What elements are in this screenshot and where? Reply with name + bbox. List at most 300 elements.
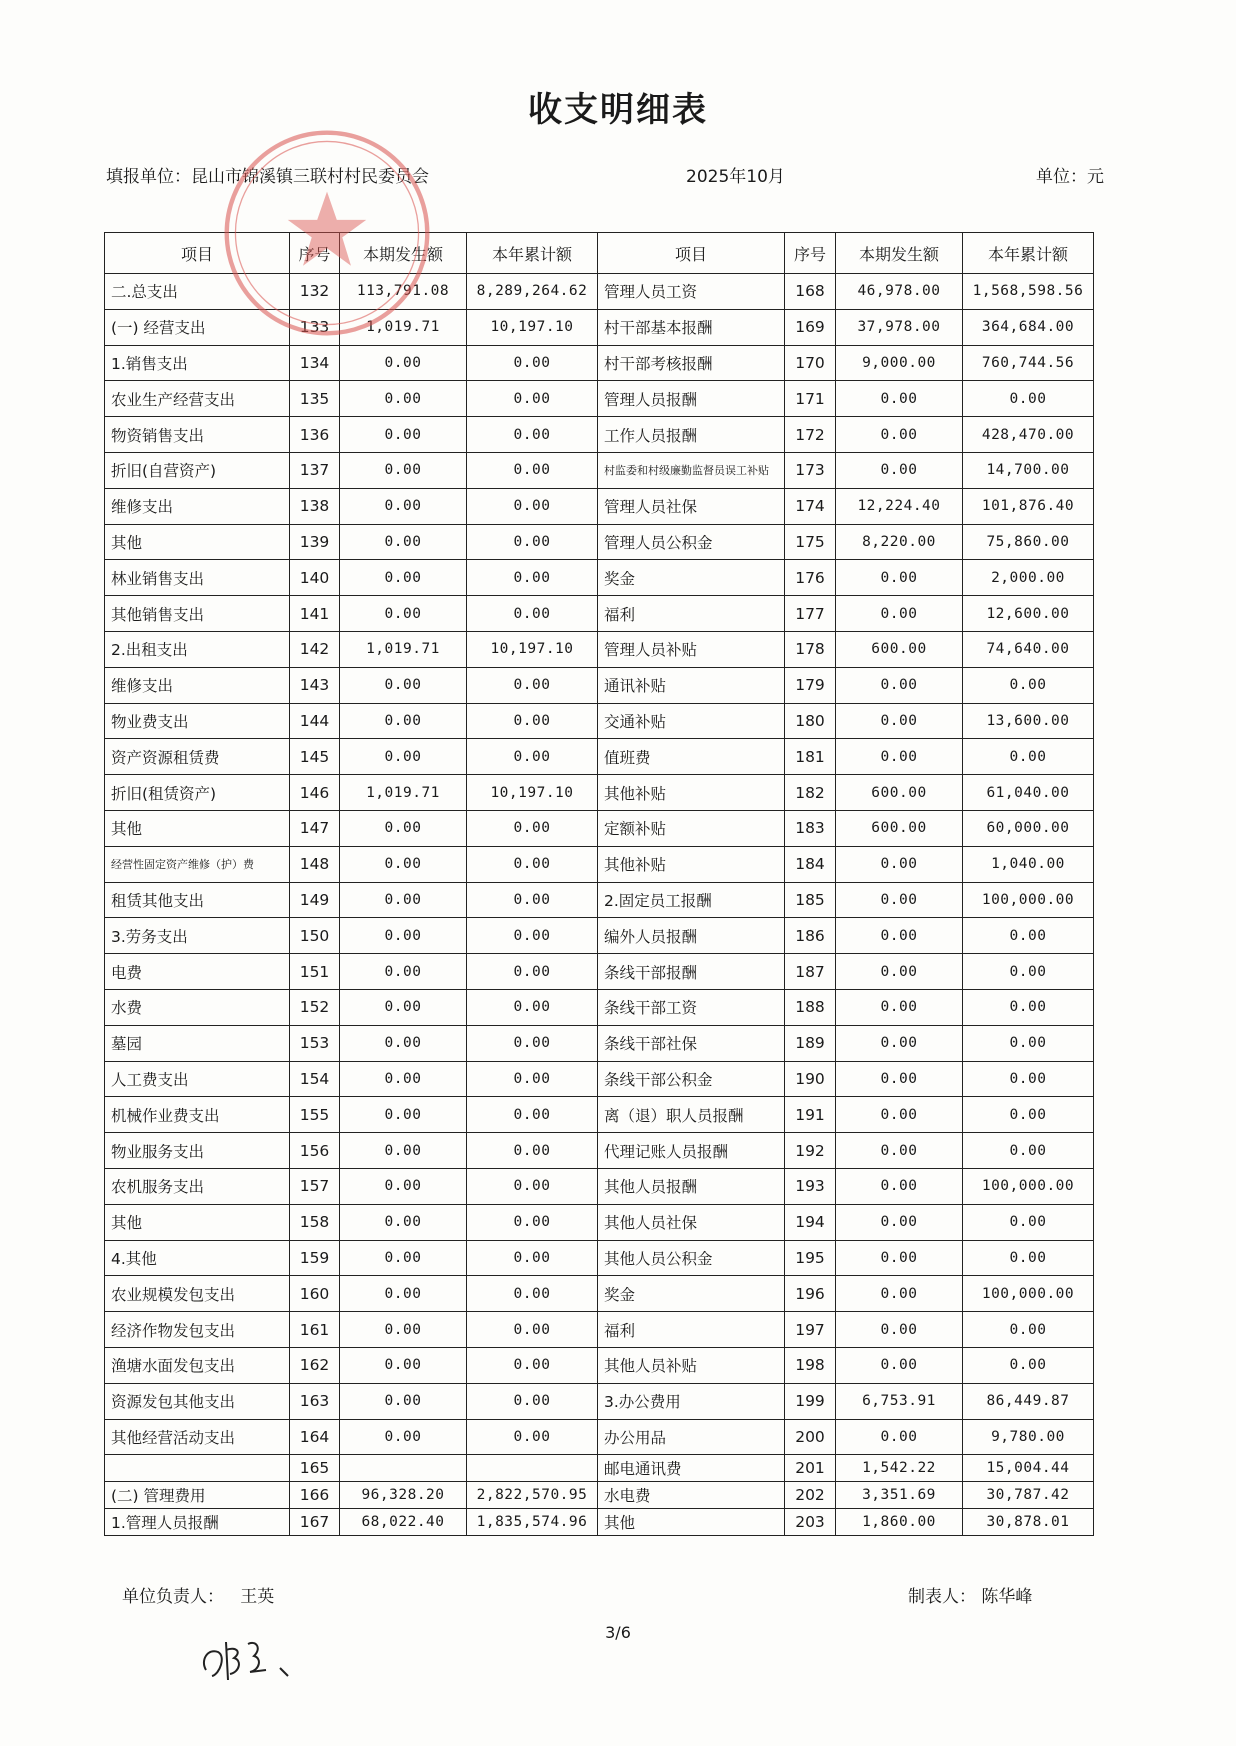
row-item-left: 物资销售支出 xyxy=(105,417,290,453)
row-current-left: 0.00 xyxy=(340,1240,467,1276)
row-seq-left: 132 xyxy=(290,274,340,310)
row-current-right: 0.00 xyxy=(836,1312,963,1348)
row-item-right: 福利 xyxy=(598,1312,785,1348)
row-ytd-left: 0.00 xyxy=(467,596,598,632)
row-item-left: 其他 xyxy=(105,1204,290,1240)
row-current-right: 0.00 xyxy=(836,1347,963,1383)
table-row xyxy=(105,1347,1094,1383)
page-title: 收支明细表 xyxy=(528,90,708,130)
row-seq-left: 147 xyxy=(290,810,340,846)
row-ytd-right: 0.00 xyxy=(963,667,1094,703)
table-row xyxy=(105,1419,1094,1455)
row-current-left: 0.00 xyxy=(340,989,467,1025)
row-seq-right: 194 xyxy=(785,1204,836,1240)
row-ytd-right: 0.00 xyxy=(963,989,1094,1025)
row-current-left: 0.00 xyxy=(340,1061,467,1097)
row-current-left: 0.00 xyxy=(340,452,467,488)
col-header-seq-right: 序号 xyxy=(785,233,836,274)
table-row xyxy=(105,631,1094,667)
row-item-left: 农业规模发包支出 xyxy=(105,1276,290,1312)
row-current-right: 0.00 xyxy=(836,1168,963,1204)
table-row xyxy=(105,274,1094,310)
row-current-left: 0.00 xyxy=(340,1347,467,1383)
row-item-right: 3.办公费用 xyxy=(598,1383,785,1419)
row-ytd-right: 30,787.42 xyxy=(963,1482,1094,1509)
col-header-ytd-left: 本年累计额 xyxy=(467,233,598,274)
row-item-left: 农机服务支出 xyxy=(105,1168,290,1204)
col-header-seq-left: 序号 xyxy=(290,233,340,274)
row-ytd-right: 0.00 xyxy=(963,1204,1094,1240)
row-seq-right: 176 xyxy=(785,560,836,596)
row-ytd-right: 86,449.87 xyxy=(963,1383,1094,1419)
unit-head-label: 单位负责人： xyxy=(122,1587,224,1607)
row-current-right: 0.00 xyxy=(836,1419,963,1455)
row-item-right: 管理人员补贴 xyxy=(598,631,785,667)
row-item-right: 编外人员报酬 xyxy=(598,918,785,954)
row-current-left: 0.00 xyxy=(340,739,467,775)
row-seq-left: 143 xyxy=(290,667,340,703)
row-current-right: 8,220.00 xyxy=(836,524,963,560)
row-current-right: 0.00 xyxy=(836,1204,963,1240)
row-ytd-left: 0.00 xyxy=(467,381,598,417)
currency-unit: 单位：元 xyxy=(1036,167,1104,187)
row-ytd-left: 1,835,574.96 xyxy=(467,1509,598,1536)
row-item-left: 4.其他 xyxy=(105,1240,290,1276)
row-ytd-right: 1,568,598.56 xyxy=(963,274,1094,310)
row-ytd-left: 0.00 xyxy=(467,452,598,488)
row-seq-right: 170 xyxy=(785,345,836,381)
row-item-right: 村监委和村级廉勤监督员误工补贴 xyxy=(598,452,785,488)
row-seq-left: 155 xyxy=(290,1097,340,1133)
table-row xyxy=(105,775,1094,811)
table-row xyxy=(105,1383,1094,1419)
row-current-right: 0.00 xyxy=(836,1097,963,1133)
row-current-left: 0.00 xyxy=(340,667,467,703)
row-ytd-right: 0.00 xyxy=(963,954,1094,990)
table-row xyxy=(105,1133,1094,1169)
row-current-right: 6,753.91 xyxy=(836,1383,963,1419)
row-current-left: 0.00 xyxy=(340,1025,467,1061)
row-current-left: 0.00 xyxy=(340,1133,467,1169)
row-ytd-right: 14,700.00 xyxy=(963,452,1094,488)
row-ytd-left: 0.00 xyxy=(467,1025,598,1061)
row-seq-right: 174 xyxy=(785,488,836,524)
row-ytd-left: 0.00 xyxy=(467,739,598,775)
table-row xyxy=(105,309,1094,345)
row-ytd-right: 428,470.00 xyxy=(963,417,1094,453)
row-item-right: 其他人员社保 xyxy=(598,1204,785,1240)
table-row xyxy=(105,1276,1094,1312)
row-item-right: 其他补贴 xyxy=(598,846,785,882)
row-item-right: 其他人员补贴 xyxy=(598,1347,785,1383)
row-ytd-left: 0.00 xyxy=(467,345,598,381)
row-item-left: 其他经营活动支出 xyxy=(105,1419,290,1455)
row-current-right: 0.00 xyxy=(836,882,963,918)
table-row xyxy=(105,882,1094,918)
row-item-right: 福利 xyxy=(598,596,785,632)
row-current-left: 0.00 xyxy=(340,1097,467,1133)
row-current-left xyxy=(340,1455,467,1482)
table-row xyxy=(105,703,1094,739)
table-row xyxy=(105,667,1094,703)
row-current-left: 0.00 xyxy=(340,345,467,381)
row-seq-left: 153 xyxy=(290,1025,340,1061)
row-seq-left: 164 xyxy=(290,1419,340,1455)
row-item-right: 管理人员社保 xyxy=(598,488,785,524)
row-seq-right: 169 xyxy=(785,309,836,345)
row-current-left: 68,022.40 xyxy=(340,1509,467,1536)
row-ytd-right: 100,000.00 xyxy=(963,1168,1094,1204)
row-seq-left: 161 xyxy=(290,1312,340,1348)
row-current-left: 0.00 xyxy=(340,596,467,632)
table-row xyxy=(105,1240,1094,1276)
row-item-left: 3.劳务支出 xyxy=(105,918,290,954)
row-ytd-right: 0.00 xyxy=(963,1312,1094,1348)
row-current-left: 0.00 xyxy=(340,703,467,739)
col-header-ytd-right: 本年累计额 xyxy=(963,233,1094,274)
row-seq-right: 181 xyxy=(785,739,836,775)
row-current-left: 0.00 xyxy=(340,810,467,846)
row-seq-left: 163 xyxy=(290,1383,340,1419)
row-ytd-right: 100,000.00 xyxy=(963,1276,1094,1312)
row-ytd-left: 10,197.10 xyxy=(467,309,598,345)
row-ytd-right: 0.00 xyxy=(963,918,1094,954)
row-item-left: 墓园 xyxy=(105,1025,290,1061)
row-item-left: 机械作业费支出 xyxy=(105,1097,290,1133)
col-header-item-left: 项目 xyxy=(105,233,290,274)
row-seq-left: 157 xyxy=(290,1168,340,1204)
row-seq-right: 197 xyxy=(785,1312,836,1348)
preparer-label: 制表人： xyxy=(908,1587,976,1607)
row-current-left: 0.00 xyxy=(340,1419,467,1455)
row-seq-left: 138 xyxy=(290,488,340,524)
table-row xyxy=(105,989,1094,1025)
row-ytd-left: 0.00 xyxy=(467,703,598,739)
row-current-left: 0.00 xyxy=(340,1312,467,1348)
row-item-right: 条线干部报酬 xyxy=(598,954,785,990)
ledger-body xyxy=(105,274,1094,1536)
row-item-right: 值班费 xyxy=(598,739,785,775)
row-current-right: 0.00 xyxy=(836,954,963,990)
row-ytd-left: 0.00 xyxy=(467,560,598,596)
row-seq-right: 180 xyxy=(785,703,836,739)
unit-head-name: 王英 xyxy=(240,1587,275,1607)
table-row xyxy=(105,488,1094,524)
header-row xyxy=(105,233,1094,274)
table-row xyxy=(105,1168,1094,1204)
row-current-left: 0.00 xyxy=(340,954,467,990)
row-seq-right: 200 xyxy=(785,1419,836,1455)
row-ytd-right: 100,000.00 xyxy=(963,882,1094,918)
row-seq-right: 195 xyxy=(785,1240,836,1276)
row-current-left: 0.00 xyxy=(340,1276,467,1312)
row-ytd-right: 30,878.01 xyxy=(963,1509,1094,1536)
row-current-right: 0.00 xyxy=(836,452,963,488)
row-ytd-right: 0.00 xyxy=(963,1133,1094,1169)
row-item-right: 管理人员工资 xyxy=(598,274,785,310)
row-ytd-left: 0.00 xyxy=(467,1312,598,1348)
row-current-left: 0.00 xyxy=(340,918,467,954)
row-ytd-left: 8,289,264.62 xyxy=(467,274,598,310)
row-seq-left: 158 xyxy=(290,1204,340,1240)
row-seq-right: 201 xyxy=(785,1455,836,1482)
row-seq-left: 152 xyxy=(290,989,340,1025)
row-seq-right: 175 xyxy=(785,524,836,560)
row-current-right: 0.00 xyxy=(836,560,963,596)
row-ytd-right: 0.00 xyxy=(963,1061,1094,1097)
row-item-right: 管理人员公积金 xyxy=(598,524,785,560)
row-seq-left: 135 xyxy=(290,381,340,417)
row-seq-right: 182 xyxy=(785,775,836,811)
row-ytd-left: 0.00 xyxy=(467,667,598,703)
row-seq-left: 133 xyxy=(290,309,340,345)
row-item-left: 人工费支出 xyxy=(105,1061,290,1097)
row-ytd-right: 74,640.00 xyxy=(963,631,1094,667)
row-seq-right: 186 xyxy=(785,918,836,954)
row-item-left: 林业销售支出 xyxy=(105,560,290,596)
table-row xyxy=(105,1509,1094,1536)
row-current-left: 0.00 xyxy=(340,381,467,417)
row-ytd-left: 0.00 xyxy=(467,1061,598,1097)
row-seq-left: 140 xyxy=(290,560,340,596)
row-item-left: 资源发包其他支出 xyxy=(105,1383,290,1419)
row-current-left: 0.00 xyxy=(340,1383,467,1419)
page-number: 3/6 xyxy=(605,1623,631,1642)
row-seq-right: 185 xyxy=(785,882,836,918)
row-current-right: 0.00 xyxy=(836,846,963,882)
row-ytd-left: 0.00 xyxy=(467,918,598,954)
row-current-right: 0.00 xyxy=(836,381,963,417)
row-ytd-right: 1,040.00 xyxy=(963,846,1094,882)
row-current-right: 0.00 xyxy=(836,918,963,954)
row-seq-left: 156 xyxy=(290,1133,340,1169)
row-current-left: 0.00 xyxy=(340,882,467,918)
row-current-left: 0.00 xyxy=(340,488,467,524)
table-row xyxy=(105,452,1094,488)
table-row xyxy=(105,381,1094,417)
row-ytd-right: 12,600.00 xyxy=(963,596,1094,632)
row-current-left: 1,019.71 xyxy=(340,775,467,811)
table-row xyxy=(105,810,1094,846)
row-item-left: 其他 xyxy=(105,810,290,846)
row-item-left: 维修支出 xyxy=(105,667,290,703)
row-seq-left: 162 xyxy=(290,1347,340,1383)
row-seq-left: 137 xyxy=(290,452,340,488)
row-ytd-right: 0.00 xyxy=(963,1240,1094,1276)
row-item-left: 其他销售支出 xyxy=(105,596,290,632)
row-current-right: 0.00 xyxy=(836,1025,963,1061)
row-ytd-left: 0.00 xyxy=(467,488,598,524)
table-row xyxy=(105,1312,1094,1348)
unit-head xyxy=(122,1582,274,1607)
row-current-right: 0.00 xyxy=(836,739,963,775)
row-seq-right: 179 xyxy=(785,667,836,703)
row-current-right: 600.00 xyxy=(836,631,963,667)
row-current-left: 0.00 xyxy=(340,846,467,882)
row-item-left: 物业服务支出 xyxy=(105,1133,290,1169)
row-item-left: 经营性固定资产维修（护）费 xyxy=(105,846,290,882)
row-ytd-right: 75,860.00 xyxy=(963,524,1094,560)
row-item-left: 水费 xyxy=(105,989,290,1025)
row-item-left xyxy=(105,1455,290,1482)
row-seq-right: 184 xyxy=(785,846,836,882)
row-ytd-left: 0.00 xyxy=(467,1133,598,1169)
row-current-left: 0.00 xyxy=(340,1168,467,1204)
row-current-left: 1,019.71 xyxy=(340,631,467,667)
row-item-right: 条线干部社保 xyxy=(598,1025,785,1061)
row-current-right: 600.00 xyxy=(836,775,963,811)
row-current-left: 0.00 xyxy=(340,417,467,453)
row-ytd-left: 0.00 xyxy=(467,1276,598,1312)
row-item-left: 二.总支出 xyxy=(105,274,290,310)
row-seq-left: 141 xyxy=(290,596,340,632)
row-ytd-left: 0.00 xyxy=(467,1204,598,1240)
row-seq-right: 171 xyxy=(785,381,836,417)
row-seq-right: 193 xyxy=(785,1168,836,1204)
row-item-left: 2.出租支出 xyxy=(105,631,290,667)
reporting-unit: 填报单位：昆山市锦溪镇三联村村民委员会 xyxy=(106,167,429,187)
row-current-right: 0.00 xyxy=(836,417,963,453)
row-ytd-left: 0.00 xyxy=(467,524,598,560)
row-item-right: 其他人员公积金 xyxy=(598,1240,785,1276)
row-seq-right: 192 xyxy=(785,1133,836,1169)
row-ytd-left: 0.00 xyxy=(467,417,598,453)
row-item-left: 租赁其他支出 xyxy=(105,882,290,918)
row-item-right: 邮电通讯费 xyxy=(598,1455,785,1482)
row-item-left: 1.销售支出 xyxy=(105,345,290,381)
row-ytd-right: 101,876.40 xyxy=(963,488,1094,524)
row-current-left: 1,019.71 xyxy=(340,309,467,345)
row-ytd-right: 13,600.00 xyxy=(963,703,1094,739)
row-item-left: 渔塘水面发包支出 xyxy=(105,1347,290,1383)
row-seq-left: 165 xyxy=(290,1455,340,1482)
row-item-right: 代理记账人员报酬 xyxy=(598,1133,785,1169)
table-row xyxy=(105,524,1094,560)
row-seq-right: 173 xyxy=(785,452,836,488)
preparer-name: 陈华峰 xyxy=(981,1587,1033,1607)
row-current-left: 96,328.20 xyxy=(340,1482,467,1509)
row-item-right: 条线干部工资 xyxy=(598,989,785,1025)
row-seq-right: 191 xyxy=(785,1097,836,1133)
row-item-left: 1.管理人员报酬 xyxy=(105,1509,290,1536)
row-ytd-right: 9,780.00 xyxy=(963,1419,1094,1455)
row-ytd-right: 60,000.00 xyxy=(963,810,1094,846)
table-row xyxy=(105,560,1094,596)
row-seq-right: 188 xyxy=(785,989,836,1025)
row-seq-right: 168 xyxy=(785,274,836,310)
row-current-right: 0.00 xyxy=(836,989,963,1025)
row-seq-right: 183 xyxy=(785,810,836,846)
row-item-left: 维修支出 xyxy=(105,488,290,524)
col-header-current-left: 本期发生额 xyxy=(340,233,467,274)
row-current-right: 1,860.00 xyxy=(836,1509,963,1536)
expense-ledger-table xyxy=(104,232,1094,1536)
row-seq-left: 154 xyxy=(290,1061,340,1097)
row-item-left: (二) 管理费用 xyxy=(105,1482,290,1509)
row-seq-right: 177 xyxy=(785,596,836,632)
row-current-right: 3,351.69 xyxy=(836,1482,963,1509)
row-item-right: 其他补贴 xyxy=(598,775,785,811)
row-ytd-right: 760,744.56 xyxy=(963,345,1094,381)
row-item-right: 2.固定员工报酬 xyxy=(598,882,785,918)
row-seq-left: 145 xyxy=(290,739,340,775)
row-current-right: 0.00 xyxy=(836,1133,963,1169)
table-row xyxy=(105,1061,1094,1097)
row-current-right: 0.00 xyxy=(836,703,963,739)
row-seq-right: 172 xyxy=(785,417,836,453)
table-row xyxy=(105,596,1094,632)
row-seq-left: 144 xyxy=(290,703,340,739)
row-item-right: 交通补贴 xyxy=(598,703,785,739)
row-item-left: 资产资源租赁费 xyxy=(105,739,290,775)
table-row xyxy=(105,1025,1094,1061)
row-item-right: 奖金 xyxy=(598,1276,785,1312)
row-ytd-left: 2,822,570.95 xyxy=(467,1482,598,1509)
row-item-left: 农业生产经营支出 xyxy=(105,381,290,417)
row-seq-right: 190 xyxy=(785,1061,836,1097)
row-ytd-left: 0.00 xyxy=(467,989,598,1025)
col-header-item-right: 项目 xyxy=(598,233,785,274)
row-ytd-right: 0.00 xyxy=(963,381,1094,417)
row-item-right: 村干部考核报酬 xyxy=(598,345,785,381)
table-row xyxy=(105,1482,1094,1509)
handwritten-signature xyxy=(196,1630,306,1686)
row-seq-left: 148 xyxy=(290,846,340,882)
row-item-left: 折旧(自营资产) xyxy=(105,452,290,488)
row-ytd-left: 10,197.10 xyxy=(467,631,598,667)
row-item-right: 通讯补贴 xyxy=(598,667,785,703)
row-ytd-right: 364,684.00 xyxy=(963,309,1094,345)
row-item-right: 水电费 xyxy=(598,1482,785,1509)
row-item-left: 物业费支出 xyxy=(105,703,290,739)
row-seq-left: 150 xyxy=(290,918,340,954)
row-seq-left: 151 xyxy=(290,954,340,990)
table-row xyxy=(105,918,1094,954)
row-item-right: 其他人员报酬 xyxy=(598,1168,785,1204)
row-ytd-left: 0.00 xyxy=(467,1347,598,1383)
row-ytd-right: 61,040.00 xyxy=(963,775,1094,811)
row-seq-right: 198 xyxy=(785,1347,836,1383)
report-period: 2025年10月 xyxy=(686,167,785,187)
table-row xyxy=(105,1097,1094,1133)
row-ytd-left: 0.00 xyxy=(467,810,598,846)
row-item-left: 其他 xyxy=(105,524,290,560)
row-ytd-right: 0.00 xyxy=(963,1025,1094,1061)
row-item-right: 离（退）职人员报酬 xyxy=(598,1097,785,1133)
col-header-current-right: 本期发生额 xyxy=(836,233,963,274)
row-ytd-left: 0.00 xyxy=(467,1240,598,1276)
row-ytd-right: 0.00 xyxy=(963,1347,1094,1383)
table-row xyxy=(105,1455,1094,1482)
row-seq-right: 199 xyxy=(785,1383,836,1419)
table-row xyxy=(105,417,1094,453)
row-item-right: 管理人员报酬 xyxy=(598,381,785,417)
row-item-right: 工作人员报酬 xyxy=(598,417,785,453)
row-ytd-left: 0.00 xyxy=(467,882,598,918)
row-seq-right: 196 xyxy=(785,1276,836,1312)
row-current-right: 12,224.40 xyxy=(836,488,963,524)
row-current-right: 37,978.00 xyxy=(836,309,963,345)
row-item-right: 条线干部公积金 xyxy=(598,1061,785,1097)
row-seq-left: 149 xyxy=(290,882,340,918)
row-item-left: 折旧(租赁资产) xyxy=(105,775,290,811)
row-current-left: 113,791.08 xyxy=(340,274,467,310)
row-ytd-left: 10,197.10 xyxy=(467,775,598,811)
row-current-left: 0.00 xyxy=(340,560,467,596)
row-ytd-left: 0.00 xyxy=(467,954,598,990)
preparer xyxy=(908,1582,1032,1607)
row-seq-left: 159 xyxy=(290,1240,340,1276)
